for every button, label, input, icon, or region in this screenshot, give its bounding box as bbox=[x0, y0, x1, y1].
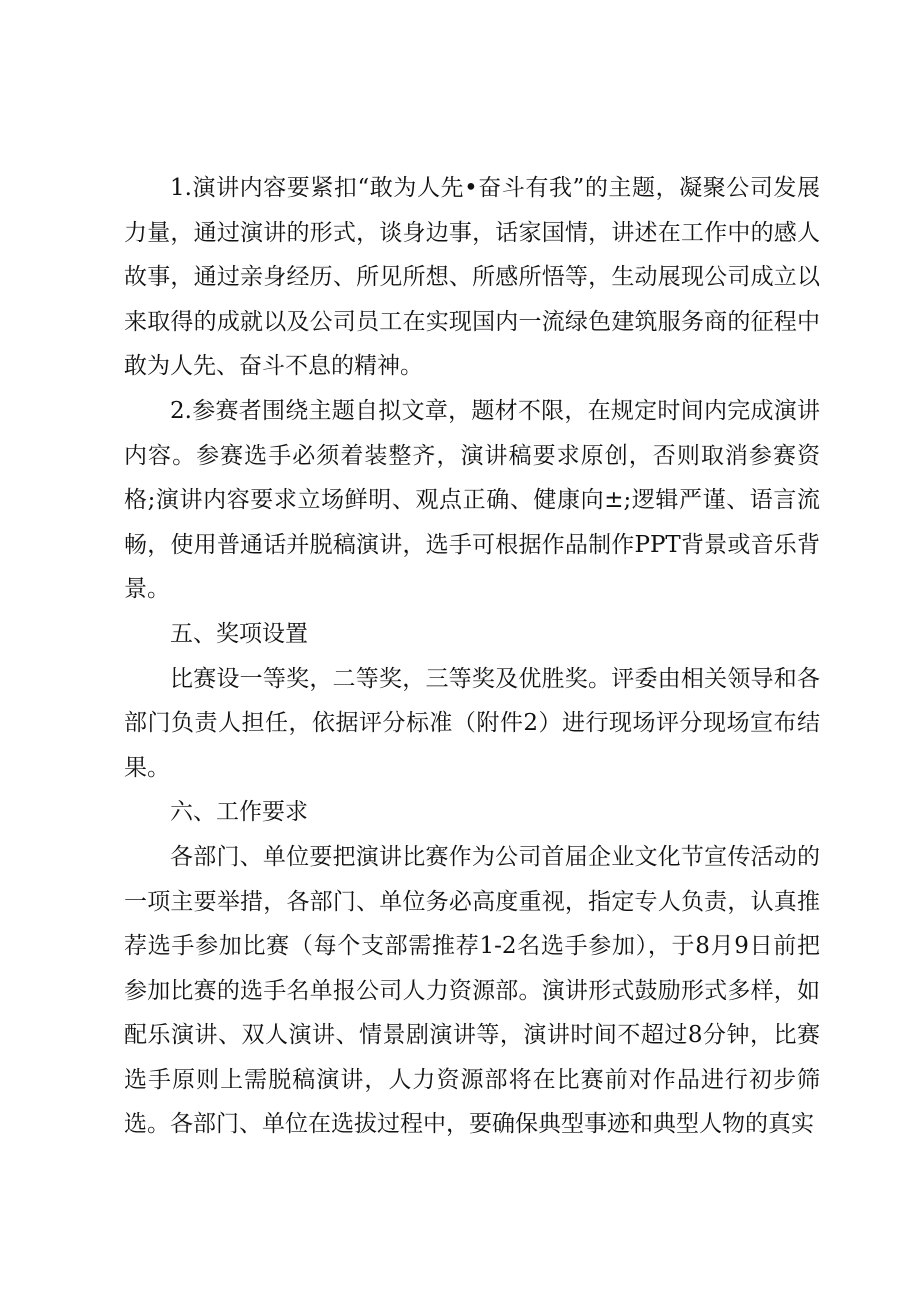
paragraph-item-1: 1.演讲内容要紧扣“敢为人先•奋斗有我”的主题，凝聚公司发展力量，通过演讲的形式，谈身边事，话家国情，讲述在工作中的感人故事，通过亲身经历、所见所想、所感所悟等，生动展现公司成立以来取得的成就以及公司员工在实现国内一流绿色建筑服务商的征程中敢为人先、奋斗不息的精神。 bbox=[124, 175, 820, 380]
section-heading-awards: 五、奖项设置 bbox=[170, 620, 308, 647]
paragraph-item-2: 2.参赛者围绕主题自拟文章，题材不限，在规定时间内完成演讲内容。参赛选手必须着装整齐，演讲稿要求原创，否则取消参赛资格;演讲内容要求立场鲜明、观点正确、健康向±;逻辑严谨、语言流畅，使用普通话并脱稿演讲，选手可根据作品制作PPT背景或音乐背景。 bbox=[124, 397, 820, 603]
paragraph-awards: 比赛设一等奖，二等奖，三等奖及优胜奖。评委由相关领导和各部门负责人担任，依据评分标准（附件2）进行现场评分现场宣布结果。 bbox=[124, 665, 820, 781]
section-heading-requirements: 六、工作要求 bbox=[170, 799, 308, 826]
document-body bbox=[124, 166, 820, 1147]
paragraph-requirements: 各部门、单位要把演讲比赛作为公司首届企业文化节宣传活动的一项主要举措，各部门、单位务必高度重视，指定专人负责，认真推荐选手参加比赛（每个支部需推荐1-2名选手参加），于8月9日前把参加比赛的选手名单报公司人力资源部。演讲形式鼓励形式多样，如配乐演讲、双人演讲、情景剧演讲等，演讲时间不超过8分钟，比赛选手原则上需脱稿演讲，人力资源部将在比赛前对作品进行初步筛选。各部门、单位在选拔过程中，要确保典型事迹和典型人物的真实 bbox=[124, 843, 820, 1138]
